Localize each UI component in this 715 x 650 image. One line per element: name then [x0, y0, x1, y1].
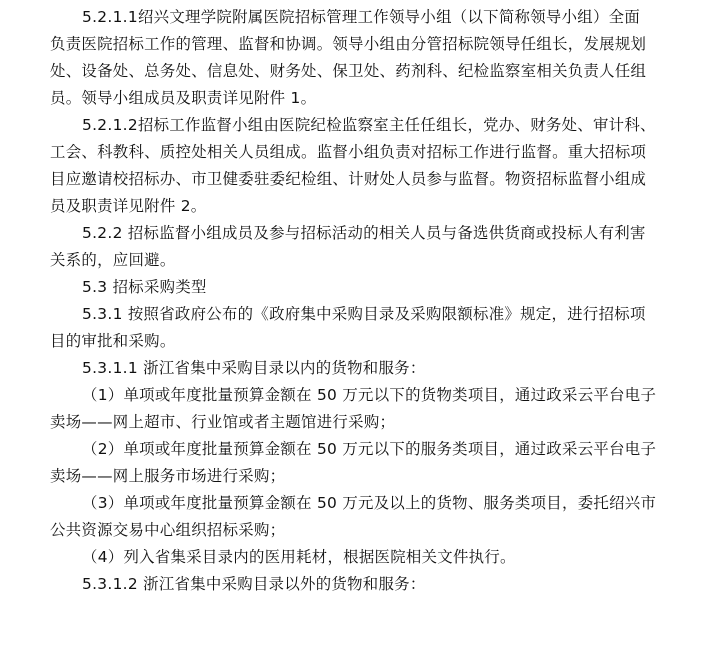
text-line: 公共资源交易中心组织招标采购； — [50, 521, 286, 539]
text-line: 卖场——网上服务市场进行采购； — [50, 467, 286, 485]
text-line: （4）列入省集采目录内的医用耗材，根据医院相关文件执行。 — [82, 548, 516, 566]
text-line: （2）单项或年度批量预算金额在 50 万元以下的服务类项目，通过政采云平台电子 — [82, 440, 657, 458]
text-line: 目的审批和采购。 — [50, 332, 176, 350]
paragraph-5-2-1-1 — [50, 4, 690, 112]
text-line: （1）单项或年度批量预算金额在 50 万元以下的货物类项目，通过政采云平台电子 — [82, 386, 657, 404]
text-line: 处、设备处、总务处、信息处、财务处、保卫处、药剂科、纪检监察室相关负责人任组 — [50, 62, 647, 80]
list-item-4 — [50, 544, 690, 571]
text-line: 5.2.1.1绍兴文理学院附属医院招标管理工作领导小组（以下简称领导小组）全面 — [82, 8, 641, 26]
document-body — [50, 0, 690, 598]
text-line: 关系的，应回避。 — [50, 251, 176, 269]
list-item-1 — [50, 382, 690, 436]
paragraph-5-3-1-1 — [50, 355, 690, 382]
text-line: 5.3 招标采购类型 — [82, 278, 207, 296]
list-item-2 — [50, 436, 690, 490]
list-item-3 — [50, 490, 690, 544]
text-line: 5.2.2 招标监督小组成员及参与招标活动的相关人员与备选供货商或投标人有利害 — [82, 224, 646, 242]
text-line: 工会、科教科、质控处相关人员组成。监督小组负责对招标工作进行监督。重大招标项 — [50, 143, 647, 161]
text-line: 目应邀请校招标办、市卫健委驻委纪检组、计财处人员参与监督。物资招标监督小组成 — [50, 170, 647, 188]
text-line: 员及职责详见附件 2。 — [50, 197, 207, 215]
text-line: 5.2.1.2招标工作监督小组由医院纪检监察室主任任组长，党办、财务处、审计科、 — [82, 116, 656, 134]
paragraph-5-3-1 — [50, 301, 690, 355]
text-line: 5.3.1 按照省政府公布的《政府集中采购目录及采购限额标准》规定，进行招标项 — [82, 305, 646, 323]
text-line: 5.3.1.2 浙江省集中采购目录以外的货物和服务： — [82, 575, 426, 593]
text-line: 5.3.1.1 浙江省集中采购目录以内的货物和服务： — [82, 359, 426, 377]
text-line: 员。领导小组成员及职责详见附件 1。 — [50, 89, 317, 107]
paragraph-5-3-1-2 — [50, 571, 690, 598]
paragraph-5-2-1-2 — [50, 112, 690, 220]
heading-5-3 — [50, 274, 690, 301]
text-line: 负责医院招标工作的管理、监督和协调。领导小组由分管招标院领导任组长，发展规划 — [50, 35, 647, 53]
paragraph-5-2-2 — [50, 220, 690, 274]
text-line: 卖场——网上超市、行业馆或者主题馆进行采购； — [50, 413, 396, 431]
text-line: （3）单项或年度批量预算金额在 50 万元及以上的货物、服务类项目，委托绍兴市 — [82, 494, 657, 512]
